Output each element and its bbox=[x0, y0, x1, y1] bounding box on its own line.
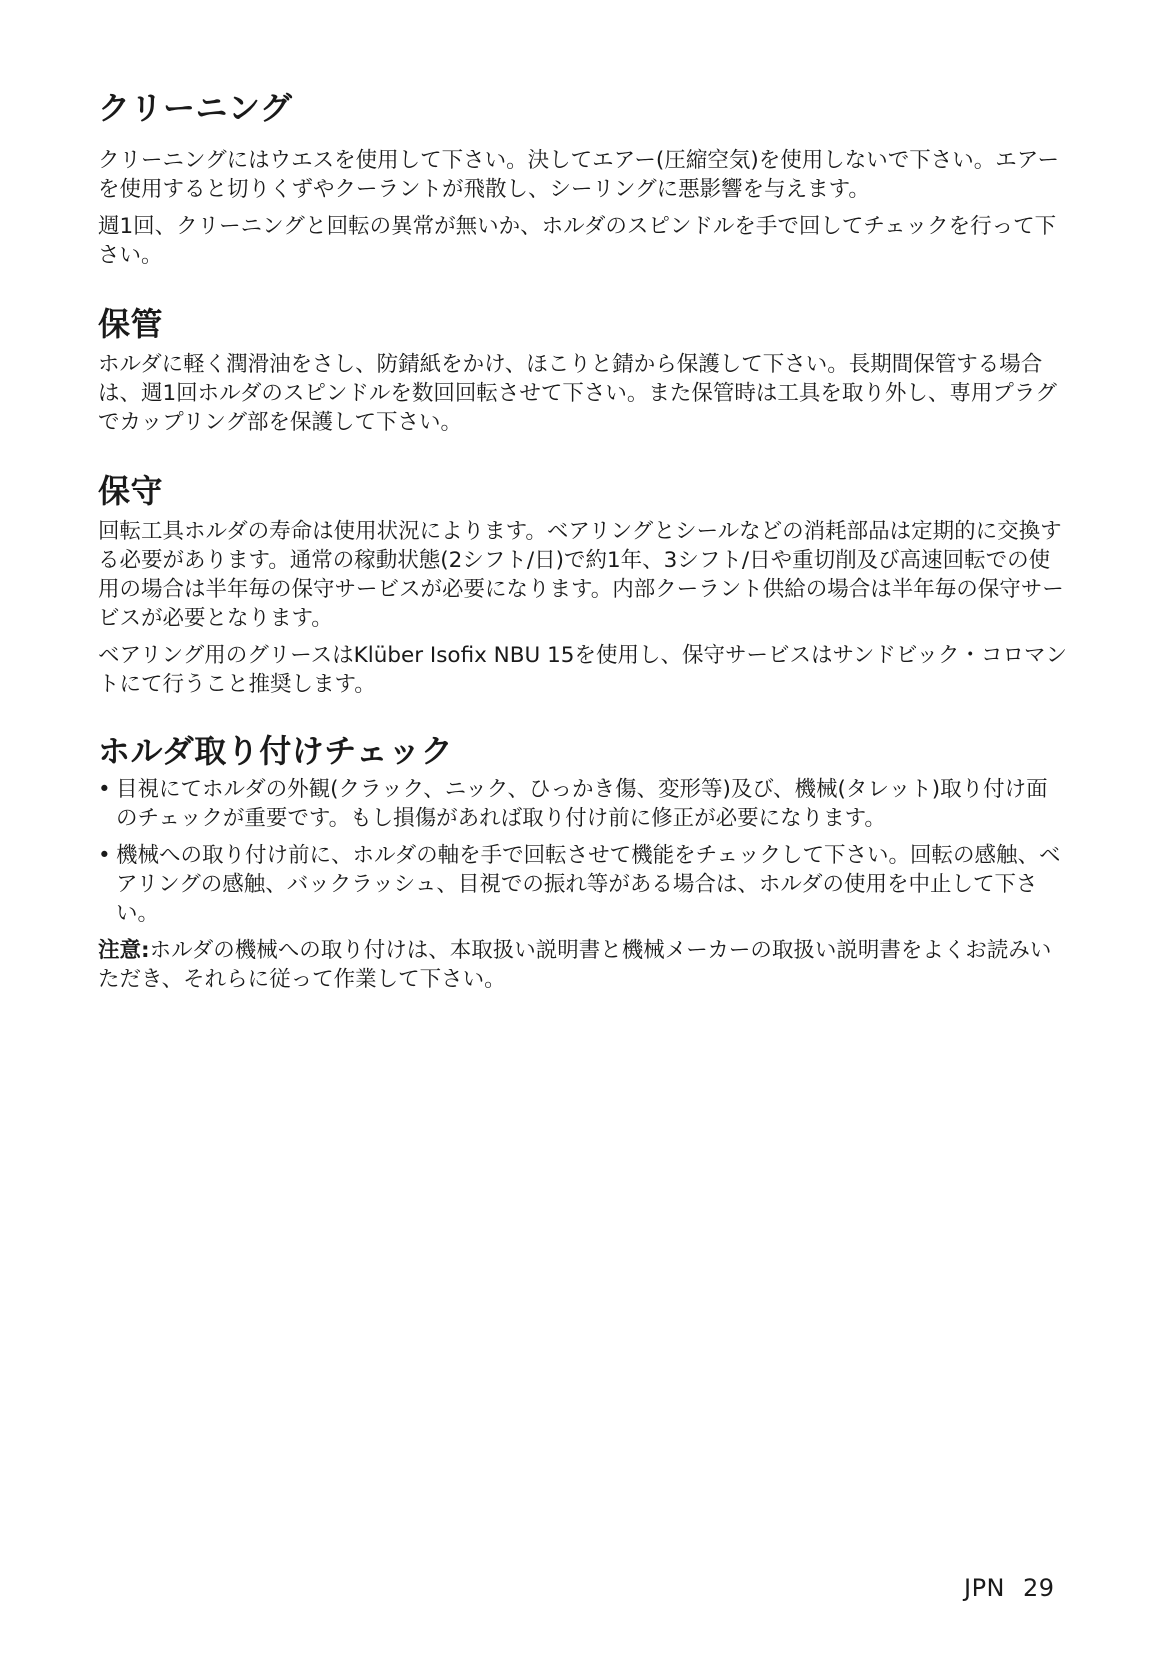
maintenance-paragraph-2: ベアリング用のグリースはKlüber Isofix NBU 15を使用し、保守サービスはサンドビック・コロマントにて行うこと推奨します。 bbox=[98, 643, 1068, 697]
document-page bbox=[98, 88, 1068, 1002]
list-item bbox=[98, 775, 1068, 833]
language-code: JPN bbox=[964, 1574, 1006, 1602]
storage-paragraph-1: ホルダに軽く潤滑油をさし、防錆紙をかけ、ほこりと錆から保護して下さい。長期間保管する場合は、週1回ホルダのスピンドルを数回回転させて下さい。また保管時は工具を取り外し、専用プラグでカップリング部を保護して下さい。 bbox=[98, 352, 1057, 435]
maintenance-paragraph-1: 回転工具ホルダの寿命は使用状況によります。ベアリングとシールなどの消耗部品は定期的に交換する必要があります。通常の稼動状態(2シフト/日)で約1年、3シフト/日や重切削及び高速回転での使用の場合は半年毎の保守サービスが必要になります。内部クーラント供給の場合は半年毎の保守サービスが必要となります。 bbox=[98, 519, 1064, 631]
holder-check-heading: ホルダ取り付けチェック bbox=[98, 732, 454, 770]
maintenance-heading: 保守 bbox=[98, 472, 164, 510]
list-item bbox=[98, 841, 1068, 928]
bullet-icon: • bbox=[98, 843, 111, 868]
cleaning-heading: クリーニング bbox=[98, 89, 293, 127]
page-number: 29 bbox=[1023, 1574, 1055, 1602]
cleaning-paragraph-2: 週1回、クリーニングと回転の異常が無いか、ホルダのスピンドルを手で回してチェックを行って下さい。 bbox=[98, 214, 1057, 268]
note-text: ホルダの機械への取り付けは、本取扱い説明書と機械メーカーの取扱い説明書をよくお読みいただき、それらに従って作業して下さい。 bbox=[98, 938, 1052, 992]
bullet-text: 機械への取り付け前に、ホルダの軸を手で回転させて機能をチェックして下さい。回転の感触、ベアリングの感触、バックラッシュ、目視での振れ等がある場合は、ホルダの使用を中止して下さい。 bbox=[116, 843, 1061, 926]
holder-check-section bbox=[98, 731, 1068, 994]
storage-heading: 保管 bbox=[98, 305, 164, 343]
cleaning-paragraph-1: クリーニングにはウエスを使用して下さい。決してエアー(圧縮空気)を使用しないで下さい。エアーを使用すると切りくずやクーラントが飛散し、シーリングに悪影響を与えます。 bbox=[98, 148, 1060, 202]
bullet-text: 目視にてホルダの外観(クラック、ニック、ひっかき傷、変形等)及び、機械(タレット)取り付け面のチェックが重要です。もし損傷があれば取り付け前に修正が必要になります。 bbox=[116, 777, 1048, 831]
storage-section bbox=[98, 304, 1068, 437]
cleaning-section bbox=[98, 88, 1068, 270]
bullet-icon: • bbox=[98, 777, 111, 802]
holder-check-list bbox=[98, 775, 1068, 928]
note-label: 注意: bbox=[98, 938, 150, 963]
page-footer bbox=[964, 1574, 1055, 1602]
maintenance-section bbox=[98, 471, 1068, 699]
note-paragraph bbox=[98, 936, 1068, 994]
